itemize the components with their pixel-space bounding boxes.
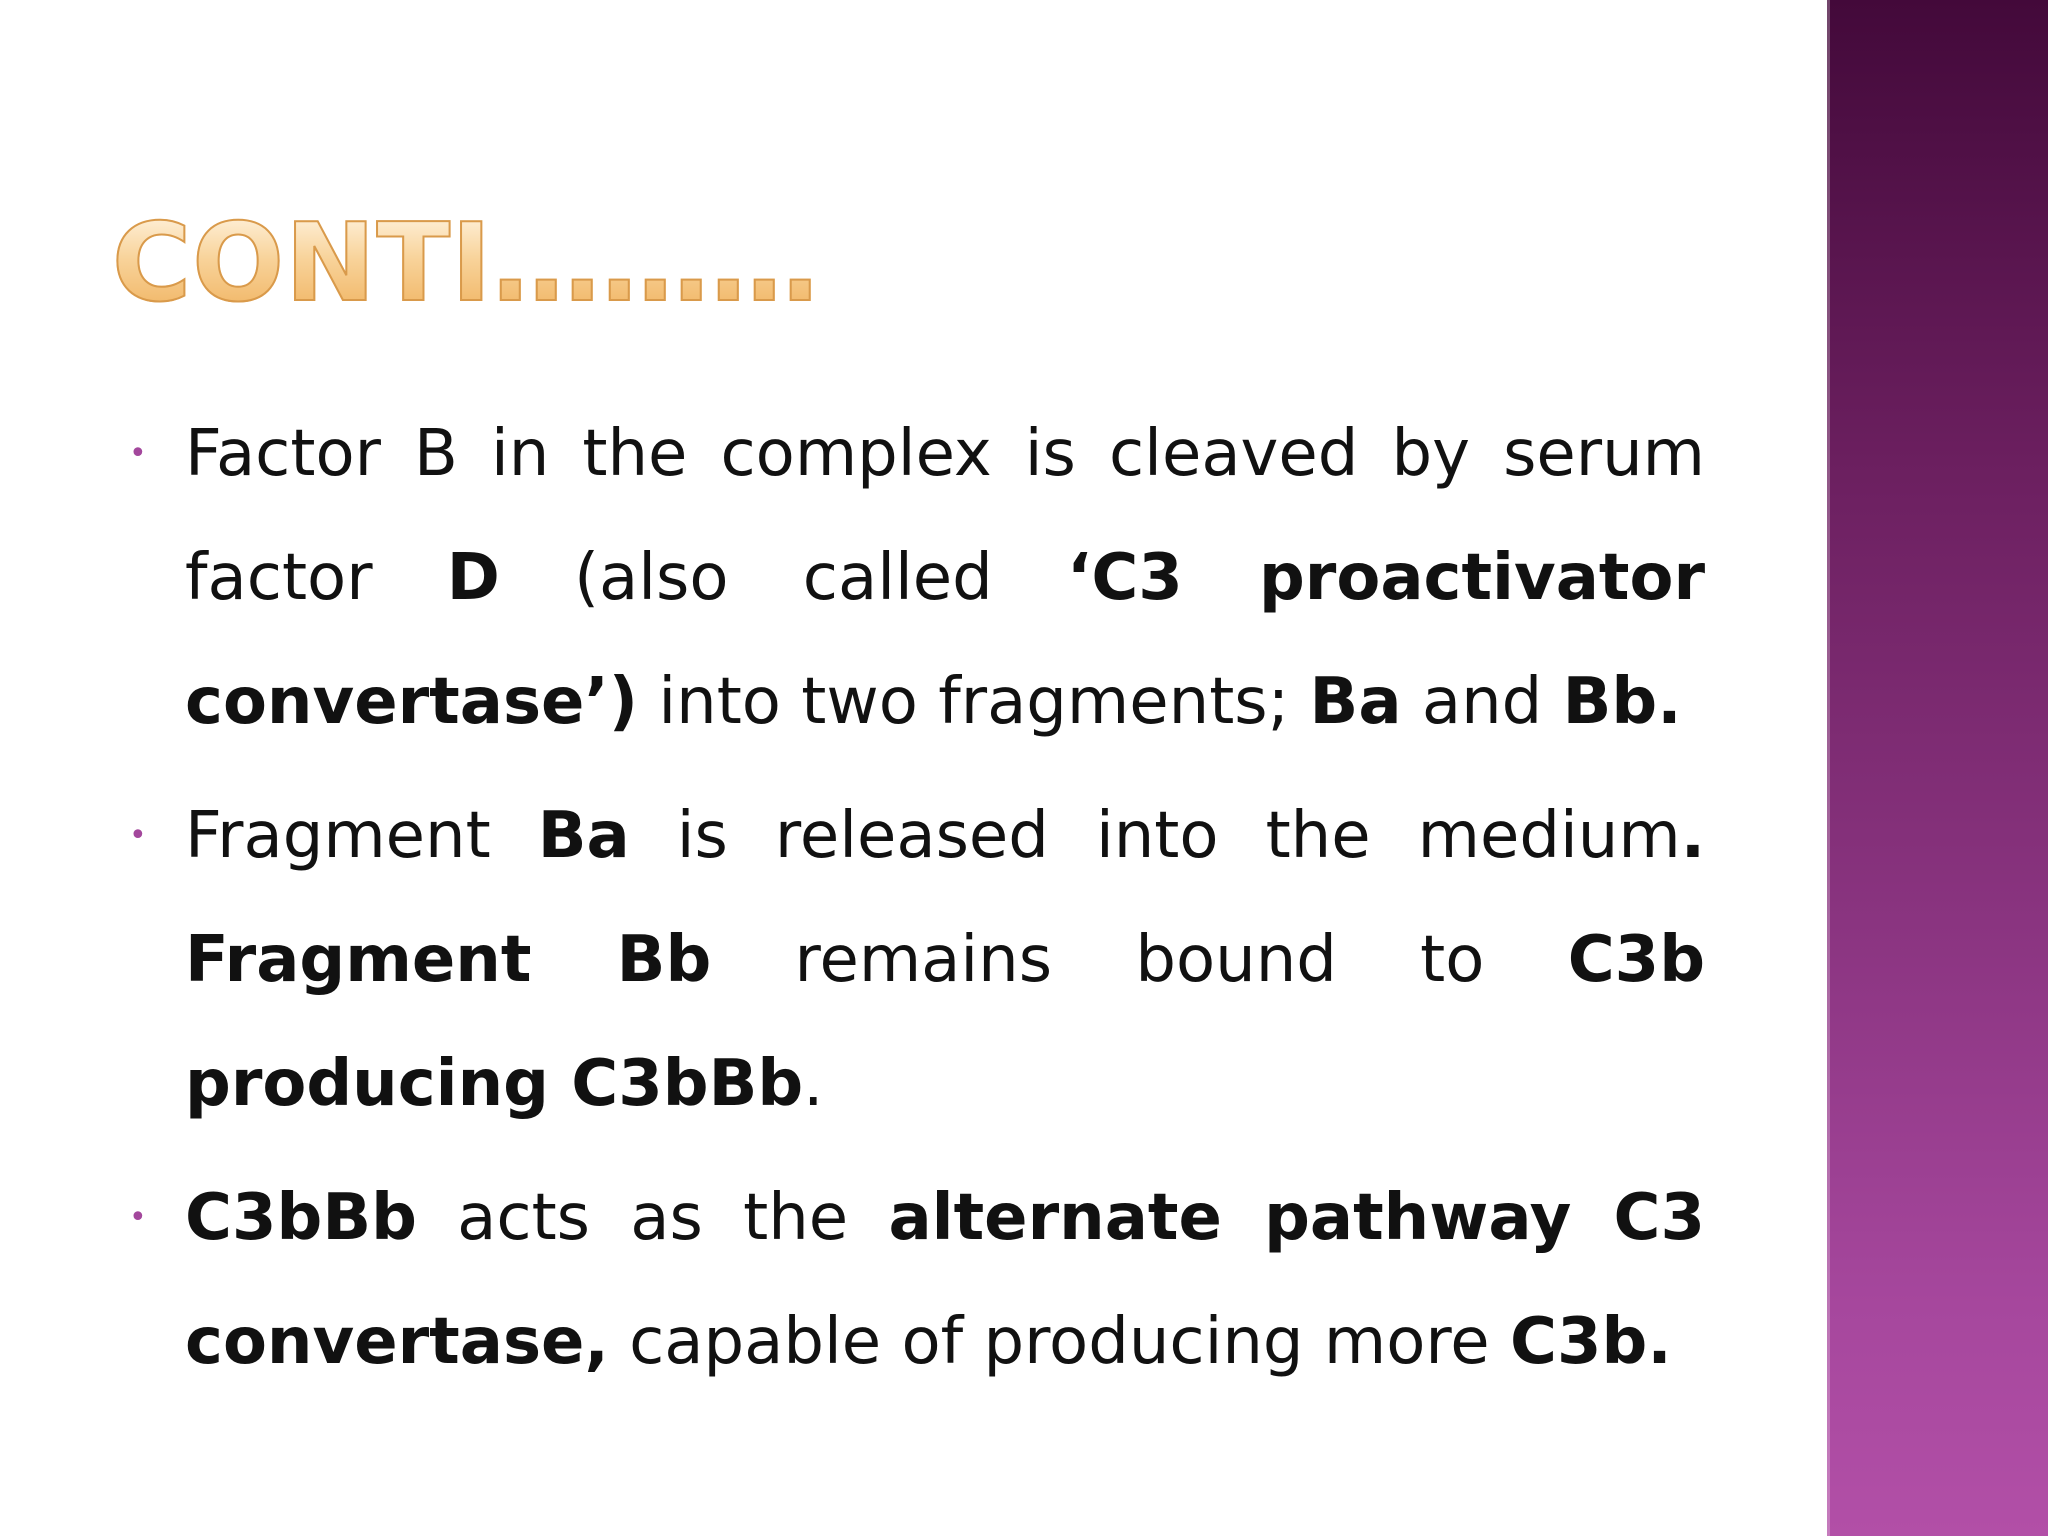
bullet-text: [185, 1181, 1705, 1379]
text-run: is released into the medium: [629, 799, 1681, 873]
bullet-text: [185, 799, 1705, 1121]
bullet-list: [129, 392, 1706, 1414]
text-run: Fragment: [185, 799, 538, 873]
text-run-bold: C3b producing C3bBb: [185, 923, 1705, 1121]
text-run-bold: Bb.: [1562, 665, 1682, 739]
text-run-bold: alternate pathway C3 convertase,: [185, 1181, 1706, 1379]
text-run-bold: Ba: [537, 799, 630, 873]
text-run-bold: D: [446, 541, 500, 615]
text-run: remains bound to: [711, 923, 1568, 997]
text-run-bold: C3bBb: [185, 1181, 417, 1255]
text-run-bold: C3b.: [1510, 1305, 1672, 1379]
bullet-item: [129, 774, 1706, 1146]
text-run: acts as the: [416, 1181, 889, 1255]
bullet-dot-icon: •: [129, 1200, 147, 1235]
bullet-dot-icon: •: [129, 818, 147, 853]
text-run: and: [1401, 665, 1563, 739]
slide-title: CONTI………: [112, 201, 820, 326]
text-run-bold: Ba: [1309, 665, 1402, 739]
text-run: Factor B in the complex is cleaved by serum factor: [185, 417, 1705, 615]
text-run-bold: . Fragment Bb: [185, 799, 1706, 997]
bullet-dot-icon: •: [129, 436, 147, 471]
text-run-bold: ‘C3 proactivator convertase’): [185, 541, 1706, 739]
bullet-text: [185, 417, 1705, 739]
bullet-item: [129, 392, 1706, 764]
text-run: into two fragments;: [638, 665, 1310, 739]
decorative-side-band: [1827, 0, 2048, 1536]
text-run: .: [803, 1047, 824, 1121]
text-run: capable of producing more: [608, 1305, 1510, 1379]
text-run: (also called: [499, 541, 1067, 615]
bullet-item: [129, 1156, 1706, 1404]
